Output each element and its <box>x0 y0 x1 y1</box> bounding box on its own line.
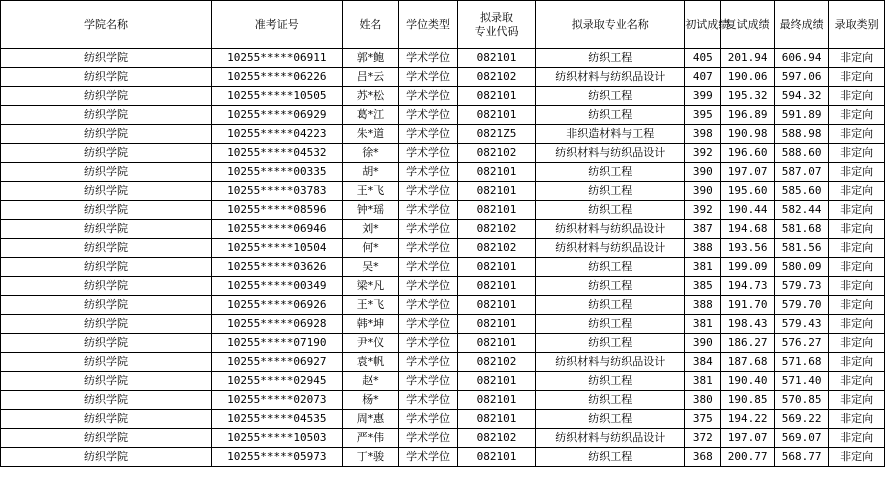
cell-name: 刘* <box>342 220 399 239</box>
table-row <box>1 163 885 182</box>
cell-exam-number: 10255*****03626 <box>211 258 342 277</box>
cell-exam-number: 10255*****06926 <box>211 296 342 315</box>
cell-major-name: 纺织材料与纺织品设计 <box>536 68 685 87</box>
cell-major-name: 纺织工程 <box>536 334 685 353</box>
cell-final-score: 594.32 <box>774 87 829 106</box>
cell-admission-category: 非定向 <box>829 277 885 296</box>
cell-initial-score: 388 <box>685 239 721 258</box>
cell-exam-number: 10255*****10503 <box>211 429 342 448</box>
cell-major-code: 082101 <box>457 258 535 277</box>
cell-name: 韩*坤 <box>342 315 399 334</box>
cell-major-name: 纺织工程 <box>536 296 685 315</box>
cell-final-score: 580.09 <box>774 258 829 277</box>
cell-name: 钟*瑶 <box>342 201 399 220</box>
table-row <box>1 410 885 429</box>
cell-initial-score: 390 <box>685 163 721 182</box>
table-row <box>1 125 885 144</box>
cell-major-name: 纺织工程 <box>536 277 685 296</box>
cell-major-code: 082102 <box>457 239 535 258</box>
cell-retest-score: 190.06 <box>721 68 775 87</box>
cell-college: 纺织学院 <box>1 68 212 87</box>
cell-major-code: 082101 <box>457 391 535 410</box>
cell-college: 纺织学院 <box>1 239 212 258</box>
cell-college: 纺织学院 <box>1 448 212 467</box>
cell-exam-number: 10255*****03783 <box>211 182 342 201</box>
table-row <box>1 144 885 163</box>
cell-admission-category: 非定向 <box>829 125 885 144</box>
table-row <box>1 372 885 391</box>
cell-exam-number: 10255*****10505 <box>211 87 342 106</box>
cell-admission-category: 非定向 <box>829 429 885 448</box>
cell-major-name: 纺织工程 <box>536 391 685 410</box>
cell-initial-score: 390 <box>685 334 721 353</box>
header-major-code-line2: 专业代码 <box>474 24 519 38</box>
cell-major-name: 纺织材料与纺织品设计 <box>536 220 685 239</box>
cell-major-code: 082102 <box>457 68 535 87</box>
cell-degree-type: 学术学位 <box>399 68 458 87</box>
cell-initial-score: 392 <box>685 201 721 220</box>
cell-college: 纺织学院 <box>1 49 212 68</box>
cell-initial-score: 372 <box>685 429 721 448</box>
cell-degree-type: 学术学位 <box>399 372 458 391</box>
table-row <box>1 239 885 258</box>
cell-major-name: 纺织工程 <box>536 448 685 467</box>
cell-exam-number: 10255*****00335 <box>211 163 342 182</box>
cell-college: 纺织学院 <box>1 125 212 144</box>
cell-major-name: 纺织材料与纺织品设计 <box>536 429 685 448</box>
cell-exam-number: 10255*****06929 <box>211 106 342 125</box>
cell-initial-score: 384 <box>685 353 721 372</box>
table-row <box>1 296 885 315</box>
header-name: 姓名 <box>342 1 399 49</box>
cell-exam-number: 10255*****02073 <box>211 391 342 410</box>
cell-initial-score: 387 <box>685 220 721 239</box>
cell-retest-score: 194.22 <box>721 410 775 429</box>
cell-name: 周*惠 <box>342 410 399 429</box>
table-body <box>1 49 885 467</box>
cell-admission-category: 非定向 <box>829 334 885 353</box>
cell-name: 朱*道 <box>342 125 399 144</box>
header-major-code-line1: 拟录取 <box>479 10 513 24</box>
table-row <box>1 87 885 106</box>
cell-degree-type: 学术学位 <box>399 144 458 163</box>
table-row <box>1 106 885 125</box>
cell-final-score: 597.06 <box>774 68 829 87</box>
cell-degree-type: 学术学位 <box>399 87 458 106</box>
cell-name: 赵* <box>342 372 399 391</box>
cell-major-code: 082102 <box>457 144 535 163</box>
cell-degree-type: 学术学位 <box>399 106 458 125</box>
cell-final-score: 579.70 <box>774 296 829 315</box>
cell-major-name: 纺织材料与纺织品设计 <box>536 144 685 163</box>
table-row <box>1 49 885 68</box>
cell-retest-score: 199.09 <box>721 258 775 277</box>
cell-exam-number: 10255*****10504 <box>211 239 342 258</box>
cell-retest-score: 194.73 <box>721 277 775 296</box>
cell-initial-score: 392 <box>685 144 721 163</box>
cell-college: 纺织学院 <box>1 163 212 182</box>
cell-degree-type: 学术学位 <box>399 239 458 258</box>
cell-final-score: 571.40 <box>774 372 829 391</box>
cell-major-code: 082101 <box>457 49 535 68</box>
cell-retest-score: 201.94 <box>721 49 775 68</box>
cell-major-name: 纺织工程 <box>536 315 685 334</box>
cell-exam-number: 10255*****00349 <box>211 277 342 296</box>
cell-initial-score: 395 <box>685 106 721 125</box>
cell-admission-category: 非定向 <box>829 448 885 467</box>
cell-major-code: 082101 <box>457 182 535 201</box>
header-exam-number: 准考证号 <box>211 1 342 49</box>
table-row <box>1 182 885 201</box>
cell-exam-number: 10255*****06927 <box>211 353 342 372</box>
cell-admission-category: 非定向 <box>829 391 885 410</box>
cell-college: 纺织学院 <box>1 201 212 220</box>
cell-degree-type: 学术学位 <box>399 277 458 296</box>
cell-name: 吴* <box>342 258 399 277</box>
cell-admission-category: 非定向 <box>829 144 885 163</box>
cell-exam-number: 10255*****02945 <box>211 372 342 391</box>
cell-initial-score: 407 <box>685 68 721 87</box>
cell-degree-type: 学术学位 <box>399 391 458 410</box>
cell-name: 王*飞 <box>342 296 399 315</box>
cell-initial-score: 368 <box>685 448 721 467</box>
cell-admission-category: 非定向 <box>829 163 885 182</box>
cell-major-code: 082102 <box>457 353 535 372</box>
cell-retest-score: 190.85 <box>721 391 775 410</box>
cell-final-score: 588.60 <box>774 144 829 163</box>
cell-final-score: 568.77 <box>774 448 829 467</box>
cell-retest-score: 186.27 <box>721 334 775 353</box>
cell-admission-category: 非定向 <box>829 106 885 125</box>
cell-final-score: 588.98 <box>774 125 829 144</box>
cell-name: 严*伟 <box>342 429 399 448</box>
header-degree-type: 学位类型 <box>399 1 458 49</box>
cell-major-code: 082101 <box>457 315 535 334</box>
cell-initial-score: 381 <box>685 372 721 391</box>
cell-college: 纺织学院 <box>1 182 212 201</box>
table-row <box>1 68 885 87</box>
cell-retest-score: 190.40 <box>721 372 775 391</box>
cell-major-code: 082101 <box>457 277 535 296</box>
cell-retest-score: 191.70 <box>721 296 775 315</box>
table-row <box>1 201 885 220</box>
cell-degree-type: 学术学位 <box>399 49 458 68</box>
cell-college: 纺织学院 <box>1 296 212 315</box>
header-retest-score: 复试成绩 <box>721 1 775 49</box>
cell-name: 郭*鲍 <box>342 49 399 68</box>
cell-admission-category: 非定向 <box>829 410 885 429</box>
cell-retest-score: 194.68 <box>721 220 775 239</box>
cell-major-name: 纺织工程 <box>536 163 685 182</box>
cell-exam-number: 10255*****06226 <box>211 68 342 87</box>
cell-major-name: 非织造材料与工程 <box>536 125 685 144</box>
cell-degree-type: 学术学位 <box>399 296 458 315</box>
cell-final-score: 581.56 <box>774 239 829 258</box>
cell-name: 梁*凡 <box>342 277 399 296</box>
cell-initial-score: 399 <box>685 87 721 106</box>
cell-degree-type: 学术学位 <box>399 201 458 220</box>
cell-college: 纺织学院 <box>1 334 212 353</box>
cell-admission-category: 非定向 <box>829 353 885 372</box>
cell-final-score: 570.85 <box>774 391 829 410</box>
cell-college: 纺织学院 <box>1 391 212 410</box>
cell-retest-score: 198.43 <box>721 315 775 334</box>
header-major-code <box>457 1 535 49</box>
cell-initial-score: 398 <box>685 125 721 144</box>
cell-exam-number: 10255*****08596 <box>211 201 342 220</box>
cell-exam-number: 10255*****04532 <box>211 144 342 163</box>
cell-degree-type: 学术学位 <box>399 220 458 239</box>
cell-final-score: 579.73 <box>774 277 829 296</box>
cell-major-code: 082101 <box>457 87 535 106</box>
cell-initial-score: 380 <box>685 391 721 410</box>
cell-major-code: 082101 <box>457 410 535 429</box>
cell-major-code: 082101 <box>457 372 535 391</box>
cell-name: 苏*松 <box>342 87 399 106</box>
cell-initial-score: 405 <box>685 49 721 68</box>
cell-major-code: 082101 <box>457 334 535 353</box>
header-college: 学院名称 <box>1 1 212 49</box>
cell-initial-score: 388 <box>685 296 721 315</box>
table-row <box>1 220 885 239</box>
cell-final-score: 569.07 <box>774 429 829 448</box>
header-row <box>1 1 885 49</box>
cell-final-score: 579.43 <box>774 315 829 334</box>
cell-name: 葛*江 <box>342 106 399 125</box>
cell-major-code: 082101 <box>457 448 535 467</box>
table-row <box>1 429 885 448</box>
header-initial-score: 初试成绩 <box>685 1 721 49</box>
cell-degree-type: 学术学位 <box>399 410 458 429</box>
cell-college: 纺织学院 <box>1 429 212 448</box>
cell-name: 何* <box>342 239 399 258</box>
cell-exam-number: 10255*****07190 <box>211 334 342 353</box>
cell-degree-type: 学术学位 <box>399 182 458 201</box>
cell-major-name: 纺织材料与纺织品设计 <box>536 239 685 258</box>
cell-admission-category: 非定向 <box>829 239 885 258</box>
cell-final-score: 571.68 <box>774 353 829 372</box>
cell-name: 胡* <box>342 163 399 182</box>
cell-name: 袁*帆 <box>342 353 399 372</box>
cell-name: 杨* <box>342 391 399 410</box>
cell-major-code: 0821Z5 <box>457 125 535 144</box>
cell-name: 尹*仪 <box>342 334 399 353</box>
cell-final-score: 606.94 <box>774 49 829 68</box>
cell-college: 纺织学院 <box>1 220 212 239</box>
cell-admission-category: 非定向 <box>829 182 885 201</box>
cell-retest-score: 196.60 <box>721 144 775 163</box>
cell-initial-score: 381 <box>685 258 721 277</box>
table-row <box>1 334 885 353</box>
cell-final-score: 569.22 <box>774 410 829 429</box>
cell-admission-category: 非定向 <box>829 68 885 87</box>
cell-college: 纺织学院 <box>1 372 212 391</box>
cell-major-name: 纺织工程 <box>536 182 685 201</box>
cell-exam-number: 10255*****04223 <box>211 125 342 144</box>
cell-retest-score: 197.07 <box>721 163 775 182</box>
cell-major-name: 纺织工程 <box>536 87 685 106</box>
cell-initial-score: 381 <box>685 315 721 334</box>
cell-retest-score: 197.07 <box>721 429 775 448</box>
cell-major-name: 纺织工程 <box>536 410 685 429</box>
cell-admission-category: 非定向 <box>829 49 885 68</box>
cell-admission-category: 非定向 <box>829 201 885 220</box>
cell-major-name: 纺织工程 <box>536 201 685 220</box>
cell-college: 纺织学院 <box>1 87 212 106</box>
cell-admission-category: 非定向 <box>829 296 885 315</box>
cell-major-code: 082101 <box>457 201 535 220</box>
cell-college: 纺织学院 <box>1 258 212 277</box>
cell-major-code: 082101 <box>457 296 535 315</box>
cell-name: 吕*云 <box>342 68 399 87</box>
cell-major-code: 082102 <box>457 220 535 239</box>
cell-exam-number: 10255*****05973 <box>211 448 342 467</box>
cell-major-name: 纺织工程 <box>536 49 685 68</box>
cell-admission-category: 非定向 <box>829 315 885 334</box>
cell-college: 纺织学院 <box>1 106 212 125</box>
cell-college: 纺织学院 <box>1 144 212 163</box>
cell-major-name: 纺织工程 <box>536 106 685 125</box>
cell-major-code: 082102 <box>457 429 535 448</box>
cell-degree-type: 学术学位 <box>399 315 458 334</box>
cell-degree-type: 学术学位 <box>399 125 458 144</box>
cell-retest-score: 190.44 <box>721 201 775 220</box>
cell-major-name: 纺织工程 <box>536 372 685 391</box>
cell-final-score: 585.60 <box>774 182 829 201</box>
cell-final-score: 576.27 <box>774 334 829 353</box>
cell-degree-type: 学术学位 <box>399 258 458 277</box>
cell-degree-type: 学术学位 <box>399 448 458 467</box>
header-admission-category: 录取类别 <box>829 1 885 49</box>
cell-degree-type: 学术学位 <box>399 353 458 372</box>
cell-retest-score: 187.68 <box>721 353 775 372</box>
cell-degree-type: 学术学位 <box>399 334 458 353</box>
cell-retest-score: 190.98 <box>721 125 775 144</box>
cell-admission-category: 非定向 <box>829 258 885 277</box>
cell-major-code: 082101 <box>457 106 535 125</box>
cell-final-score: 591.89 <box>774 106 829 125</box>
table-row <box>1 315 885 334</box>
table-row <box>1 448 885 467</box>
cell-college: 纺织学院 <box>1 315 212 334</box>
cell-final-score: 587.07 <box>774 163 829 182</box>
cell-degree-type: 学术学位 <box>399 429 458 448</box>
table-row <box>1 277 885 296</box>
cell-admission-category: 非定向 <box>829 87 885 106</box>
cell-exam-number: 10255*****06911 <box>211 49 342 68</box>
cell-admission-category: 非定向 <box>829 372 885 391</box>
header-major-name: 拟录取专业名称 <box>536 1 685 49</box>
cell-final-score: 582.44 <box>774 201 829 220</box>
cell-name: 丁*骏 <box>342 448 399 467</box>
cell-retest-score: 193.56 <box>721 239 775 258</box>
cell-final-score: 581.68 <box>774 220 829 239</box>
cell-major-name: 纺织工程 <box>536 258 685 277</box>
cell-college: 纺织学院 <box>1 277 212 296</box>
cell-name: 王*飞 <box>342 182 399 201</box>
cell-college: 纺织学院 <box>1 410 212 429</box>
cell-admission-category: 非定向 <box>829 220 885 239</box>
table-row <box>1 258 885 277</box>
cell-exam-number: 10255*****06946 <box>211 220 342 239</box>
cell-major-code: 082101 <box>457 163 535 182</box>
cell-initial-score: 385 <box>685 277 721 296</box>
cell-name: 徐* <box>342 144 399 163</box>
cell-major-name: 纺织材料与纺织品设计 <box>536 353 685 372</box>
cell-exam-number: 10255*****06928 <box>211 315 342 334</box>
table-row <box>1 353 885 372</box>
cell-college: 纺织学院 <box>1 353 212 372</box>
cell-degree-type: 学术学位 <box>399 163 458 182</box>
cell-initial-score: 375 <box>685 410 721 429</box>
header-final-score: 最终成绩 <box>774 1 829 49</box>
cell-retest-score: 200.77 <box>721 448 775 467</box>
cell-retest-score: 195.32 <box>721 87 775 106</box>
cell-initial-score: 390 <box>685 182 721 201</box>
table-row <box>1 391 885 410</box>
cell-retest-score: 196.89 <box>721 106 775 125</box>
cell-exam-number: 10255*****04535 <box>211 410 342 429</box>
cell-retest-score: 195.60 <box>721 182 775 201</box>
